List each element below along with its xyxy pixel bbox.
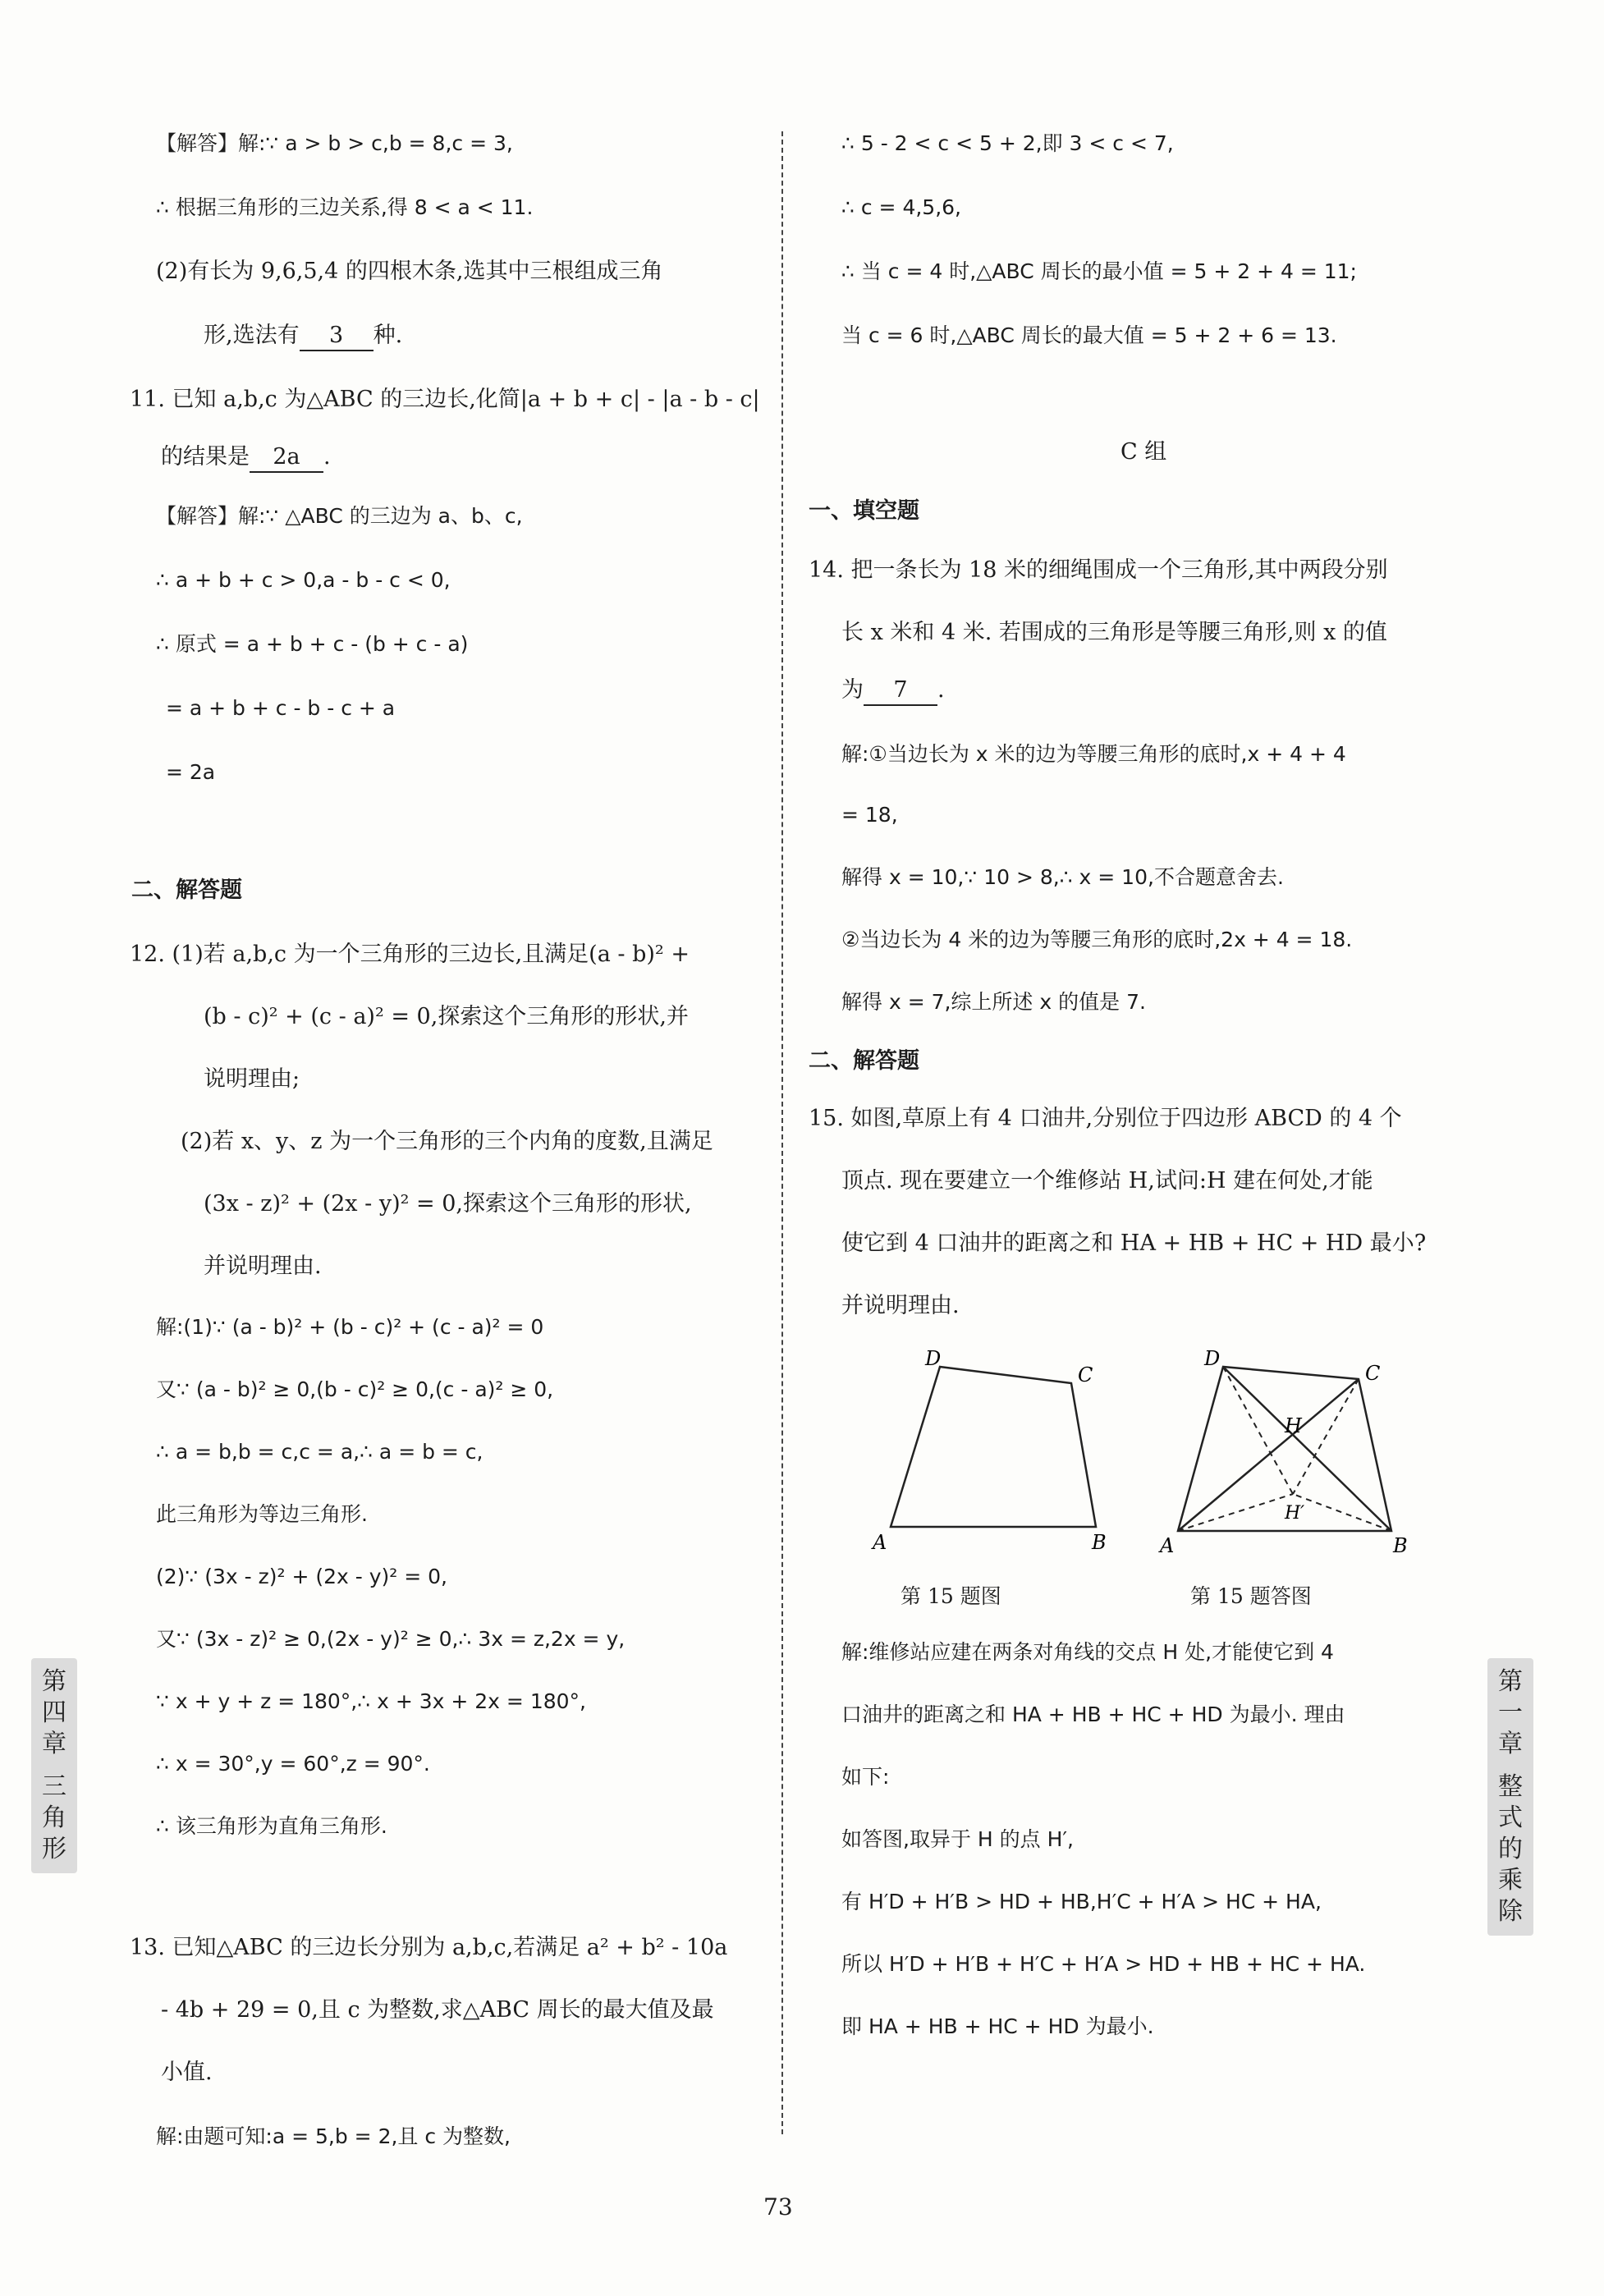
label-c: C — [1078, 1363, 1093, 1386]
side-tab-char: 第 — [1498, 1667, 1523, 1696]
side-tab-right — [1487, 1658, 1533, 1936]
text-line: 又∵ (3x - z)² ≥ 0,(2x - y)² ≥ 0,∴ 3x = z,2x = y, — [156, 1627, 626, 1651]
text-line: = 18, — [841, 803, 898, 827]
text-line: 所以 H′D + H′B + H′C + H′A > HD + HB + HC + HA. — [841, 1952, 1366, 1976]
text-line: = a + b + c - b - c + a — [166, 696, 396, 720]
figure-quadrilateral — [858, 1334, 1112, 1556]
figure-answer — [1153, 1334, 1424, 1556]
label-a: A — [1160, 1534, 1175, 1556]
side-tab-char: 四 — [42, 1698, 66, 1727]
side-tab-char: 式 — [1498, 1803, 1523, 1832]
label-c: C — [1365, 1362, 1381, 1385]
text-line: 又∵ (a - b)² ≥ 0,(b - c)² ≥ 0,(c - a)² ≥ 0, — [156, 1377, 554, 1401]
question-11: 11. 已知 a,b,c 为△ABC 的三边长,化简|a + b + c| - |a - b - c| — [130, 387, 760, 412]
text-line: 并说明理由. — [204, 1253, 322, 1279]
side-tab-char: 三 — [42, 1772, 66, 1801]
question-12: 12. (1)若 a,b,c 为一个三角形的三边长,且满足(a - b)² + — [130, 942, 690, 967]
dashed-line — [1178, 1494, 1293, 1531]
text-fragment: 为 — [841, 677, 864, 703]
text-line: ∴ 当 c = 4 时,△ABC 周长的最小值 = 5 + 2 + 4 = 11; — [841, 259, 1357, 283]
text-line: - 4b + 29 = 0,且 c 为整数,求△ABC 周长的最大值及最 — [161, 1997, 714, 2023]
text-line: ∴ c = 4,5,6, — [841, 195, 961, 219]
label-b: B — [1393, 1534, 1408, 1556]
section-heading: 一、填空题 — [809, 498, 919, 524]
label-d: D — [1204, 1347, 1221, 1370]
side-tab-char: 乘 — [1498, 1866, 1523, 1895]
question-15: 15. 如图,草原上有 4 口油井,分别位于四边形 ABCD 的 4 个 — [809, 1106, 1402, 1131]
text-line: (2)∵ (3x - z)² + (2x - y)² = 0, — [156, 1565, 448, 1588]
text-line: 并说明理由. — [841, 1293, 960, 1318]
group-title: C 组 — [1121, 439, 1167, 465]
text-line: 此三角形为等边三角形. — [156, 1502, 368, 1526]
text-line: ∴ 5 - 2 < c < 5 + 2,即 3 < c < 7, — [841, 131, 1174, 155]
answer-blank: 7 — [864, 676, 937, 706]
side-tab-char: 的 — [1498, 1835, 1523, 1863]
text-line: 解:(1)∵ (a - b)² + (b - c)² + (c - a)² = 0 — [156, 1315, 544, 1339]
text-line: 长 x 米和 4 米. 若围成的三角形是等腰三角形,则 x 的值 — [841, 620, 1387, 645]
side-tab-char: 角 — [42, 1803, 66, 1832]
text-line: 即 HA + HB + HC + HD 为最小. — [841, 2014, 1154, 2038]
text-line: 口油井的距离之和 HA + HB + HC + HD 为最小. 理由 — [841, 1703, 1345, 1726]
text-line: ∴ a + b + c > 0,a - b - c < 0, — [156, 568, 451, 592]
side-tab-char: 形 — [42, 1835, 66, 1863]
text-line: 解:由题可知:a = 5,b = 2,且 c 为整数, — [156, 2124, 511, 2148]
figure-caption: 第 15 题答图 — [1190, 1584, 1312, 1608]
dashed-line — [1293, 1379, 1359, 1494]
text-fragment: 形,选法有 — [204, 323, 300, 348]
side-tab-char: 章 — [42, 1730, 66, 1758]
side-tab-char: 整 — [1498, 1772, 1523, 1801]
text-fragment: . — [937, 677, 945, 703]
text-line: 小值. — [161, 2060, 213, 2085]
side-tab-left — [31, 1658, 77, 1873]
text-line: 如答图,取异于 H 的点 H′, — [841, 1827, 1075, 1851]
label-a: A — [873, 1531, 887, 1554]
text-line: ∵ x + y + z = 180°,∴ x + 3x + 2x = 180°, — [156, 1689, 586, 1713]
text-fragment: . — [323, 444, 331, 470]
text-line: 顶点. 现在要建立一个维修站 H,试问:H 建在何处,才能 — [841, 1168, 1373, 1194]
text-line: 解:①当边长为 x 米的边为等腰三角形的底时,x + 4 + 4 — [841, 742, 1346, 766]
side-tab-char: 第 — [42, 1667, 66, 1696]
text-line: 当 c = 6 时,△ABC 周长的最大值 = 5 + 2 + 6 = 13. — [841, 323, 1337, 347]
diagonal-bd — [1223, 1367, 1391, 1531]
text-line: ∴ a = b,b = c,c = a,∴ a = b = c, — [156, 1440, 483, 1464]
side-tab-char: 一 — [1498, 1698, 1523, 1727]
text-line — [161, 443, 331, 473]
label-b: B — [1092, 1531, 1107, 1554]
text-line: ∴ x = 30°,y = 60°,z = 90°. — [156, 1752, 430, 1776]
question-14: 14. 把一条长为 18 米的细绳围成一个三角形,其中两段分别 — [809, 557, 1388, 583]
text-line: ∴ 原式 = a + b + c - (b + c - a) — [156, 632, 469, 656]
section-heading: 二、解答题 — [131, 878, 242, 903]
text-line: ∴ 该三角形为直角三角形. — [156, 1814, 387, 1838]
text-line — [841, 676, 945, 706]
text-line: 说明理由; — [204, 1066, 300, 1092]
text-line: ∴ 根据三角形的三边关系,得 8 < a < 11. — [156, 195, 534, 219]
text-line: (3x - z)² + (2x - y)² = 0,探索这个三角形的形状, — [204, 1191, 692, 1217]
figure-caption: 第 15 题图 — [901, 1584, 1001, 1608]
quadrilateral-abcd — [891, 1367, 1096, 1527]
side-tab-char: 章 — [1498, 1730, 1523, 1758]
text-line: 有 H′D + H′B > HD + HB,H′C + H′A > HC + HA, — [841, 1890, 1322, 1913]
text-line: 解得 x = 7,综上所述 x 的值是 7. — [841, 990, 1146, 1014]
side-tab-char: 除 — [1498, 1897, 1523, 1926]
dashed-line — [1223, 1367, 1293, 1494]
text-line: (2)有长为 9,6,5,4 的四根木条,选其中三根组成三角 — [156, 259, 663, 284]
text-line: (2)若 x、y、z 为一个三角形的三个内角的度数,且满足 — [181, 1129, 713, 1154]
text-line: = 2a — [166, 760, 216, 784]
label-h-prime: H′ — [1285, 1503, 1305, 1524]
answer-blank: 3 — [300, 322, 374, 351]
label-d: D — [925, 1347, 942, 1370]
text-line: (b - c)² + (c - a)² = 0,探索这个三角形的形状,并 — [204, 1004, 689, 1029]
label-h: H — [1285, 1414, 1302, 1437]
question-13: 13. 已知△ABC 的三边长分别为 a,b,c,若满足 a² + b² - 10a — [130, 1935, 728, 1960]
text-line: 解得 x = 10,∵ 10 > 8,∴ x = 10,不合题意舍去. — [841, 865, 1284, 889]
text-line — [204, 322, 402, 351]
text-line: 【解答】解:∵ △ABC 的三边为 a、b、c, — [156, 504, 523, 528]
text-line: 如下: — [841, 1765, 890, 1789]
text-fragment: 的结果是 — [161, 444, 250, 470]
column-divider — [781, 131, 783, 2134]
text-fragment: 种. — [373, 323, 403, 348]
text-line: 解:维修站应建在两条对角线的交点 H 处,才能使它到 4 — [841, 1640, 1334, 1664]
text-line: 使它到 4 口油井的距离之和 HA + HB + HC + HD 最小? — [841, 1230, 1427, 1256]
dashed-line — [1293, 1494, 1391, 1531]
page-number: 73 — [763, 2193, 793, 2220]
text-line: ②当边长为 4 米的边为等腰三角形的底时,2x + 4 = 18. — [841, 928, 1353, 951]
text-line: 【解答】解:∵ a > b > c,b = 8,c = 3, — [156, 131, 513, 155]
answer-blank: 2a — [250, 443, 323, 473]
section-heading: 二、解答题 — [809, 1048, 919, 1074]
